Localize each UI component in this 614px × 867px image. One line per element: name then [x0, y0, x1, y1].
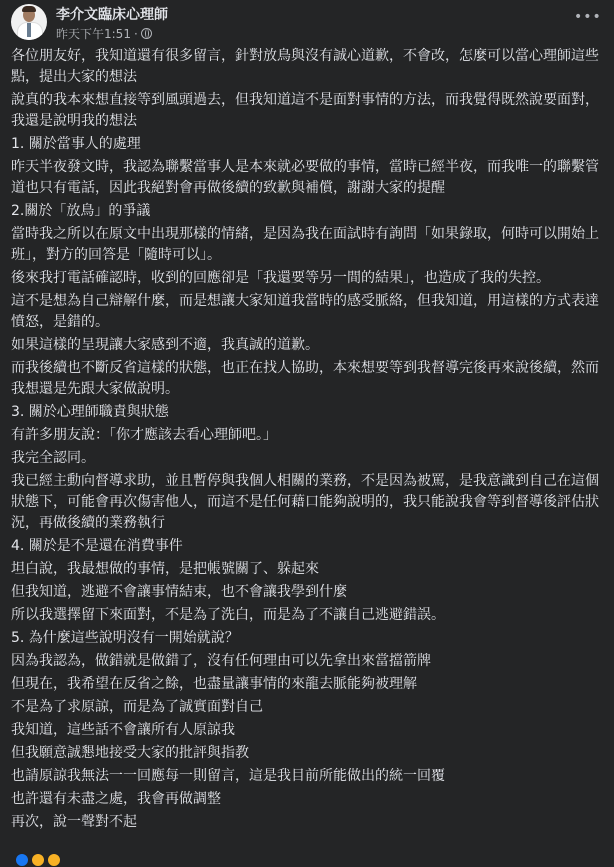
- author-name[interactable]: 李介文臨床心理師: [56, 7, 168, 23]
- avatar-tie: [27, 23, 31, 37]
- post-paragraph: 再次，說一聲對不起: [11, 814, 137, 830]
- post-paragraph: 1. 關於當事人的處理: [11, 136, 141, 152]
- post-paragraph: 不是為了求原諒，而是為了誠實面對自己: [11, 699, 263, 715]
- post-body: [11, 46, 603, 835]
- post-paragraph: 昨天半夜發文時，我認為聯繫當事人是本來就必要做的事情，當時已經半夜，而我唯一的聯繫管道也只有電話，因此我絕對會再做後續的致歉與補償，謝謝大家的提醒: [11, 159, 599, 196]
- post-paragraph: 所以我選擇留下來面對，不是為了洗白，而是為了不讓自己逃避錯誤。: [11, 607, 445, 623]
- post-paragraph: 後來我打電話確認時，收到的回應卻是「我還要等另一間的結果」，也造成了我的失控。: [11, 270, 550, 286]
- post-paragraph: 5. 為什麼這些說明沒有一開始就說？: [11, 630, 239, 646]
- post-paragraph: 3. 關於心理師職責與狀態: [11, 404, 169, 420]
- post-paragraph: 4. 關於是不是還在消費事件: [11, 538, 183, 554]
- post-paragraph: 也許還有未盡之處，我會再做調整: [11, 791, 221, 807]
- post-paragraph: 各位朋友好，我知道還有很多留言，針對放鳥與沒有誠心道歉，不會改，怎麼可以當心理師這些點，提出大家的想法: [11, 48, 599, 85]
- reaction-icons[interactable]: [15, 853, 61, 867]
- meta-separator: ·: [133, 26, 138, 41]
- post-paragraph: 這不是想為自己辯解什麼，而是想讓大家知道我當時的感受脈絡，但我知道，用這樣的方式表達憤怒，是錯的。: [11, 293, 599, 330]
- post-paragraph: 如果這樣的呈現讓大家感到不適，我真誠的道歉。: [11, 337, 319, 353]
- post-timestamp[interactable]: 昨天下午1:51: [56, 27, 131, 41]
- post-paragraph: 也請原諒我無法一一回應每一則留言，這是我目前所能做出的統一回覆: [11, 768, 445, 784]
- post-paragraph: 說真的我本來想直接等到風頭過去，但我知道這不是面對事情的方法，而我覺得既然說要面對，我還是說明我的想法: [11, 92, 599, 129]
- post-paragraph: 但我願意誠懇地接受大家的批評與指教: [11, 745, 249, 761]
- post-header: [0, 0, 614, 46]
- avatar-hair: [22, 6, 36, 12]
- post-meta: [56, 25, 152, 42]
- post-paragraph: 我完全認同。: [11, 450, 95, 466]
- post-paragraph: 但我知道，逃避不會讓事情結束，也不會讓我學到什麼: [11, 584, 347, 600]
- post-paragraph: 而我後續也不斷反省這樣的狀態，也正在找人協助，本來想要等到我督導完後再來說後續，然而我想還是先跟大家做說明。: [11, 360, 599, 397]
- post-paragraph: 但現在，我希望在反省之餘，也盡量讓事情的來龍去脈能夠被理解: [11, 676, 417, 692]
- care-reaction-icon: [47, 853, 61, 867]
- author-avatar[interactable]: [11, 4, 47, 40]
- more-options-button[interactable]: •••: [574, 9, 602, 25]
- post-paragraph: 坦白說，我最想做的事情，是把帳號關了、躲起來: [11, 561, 319, 577]
- post-paragraph: 我知道，這些話不會讓所有人原諒我: [11, 722, 235, 738]
- post-paragraph: 因為我認為，做錯就是做錯了，沒有任何理由可以先拿出來當擋箭牌: [11, 653, 431, 669]
- globe-icon: [141, 28, 152, 39]
- like-reaction-icon: [15, 853, 29, 867]
- post-paragraph: 當時我之所以在原文中出現那樣的情緒，是因為我在面試時有詢問「如果錄取，何時可以開始上班」，對方的回答是「隨時可以」。: [11, 226, 599, 263]
- haha-reaction-icon: [31, 853, 45, 867]
- post-paragraph: 2.關於「放鳥」的爭議: [11, 203, 151, 219]
- post-paragraph: 有許多朋友說：「你才應該去看心理師吧。」: [11, 427, 277, 443]
- post-paragraph: 我已經主動向督導求助，並且暫停與我個人相關的業務，不是因為被罵，是我意識到自己在這個狀態下，可能會再次傷害他人，而這不是任何藉口能夠說明的，我只能說我會等到督導後評估狀況，再做後續的業務執行: [11, 473, 599, 531]
